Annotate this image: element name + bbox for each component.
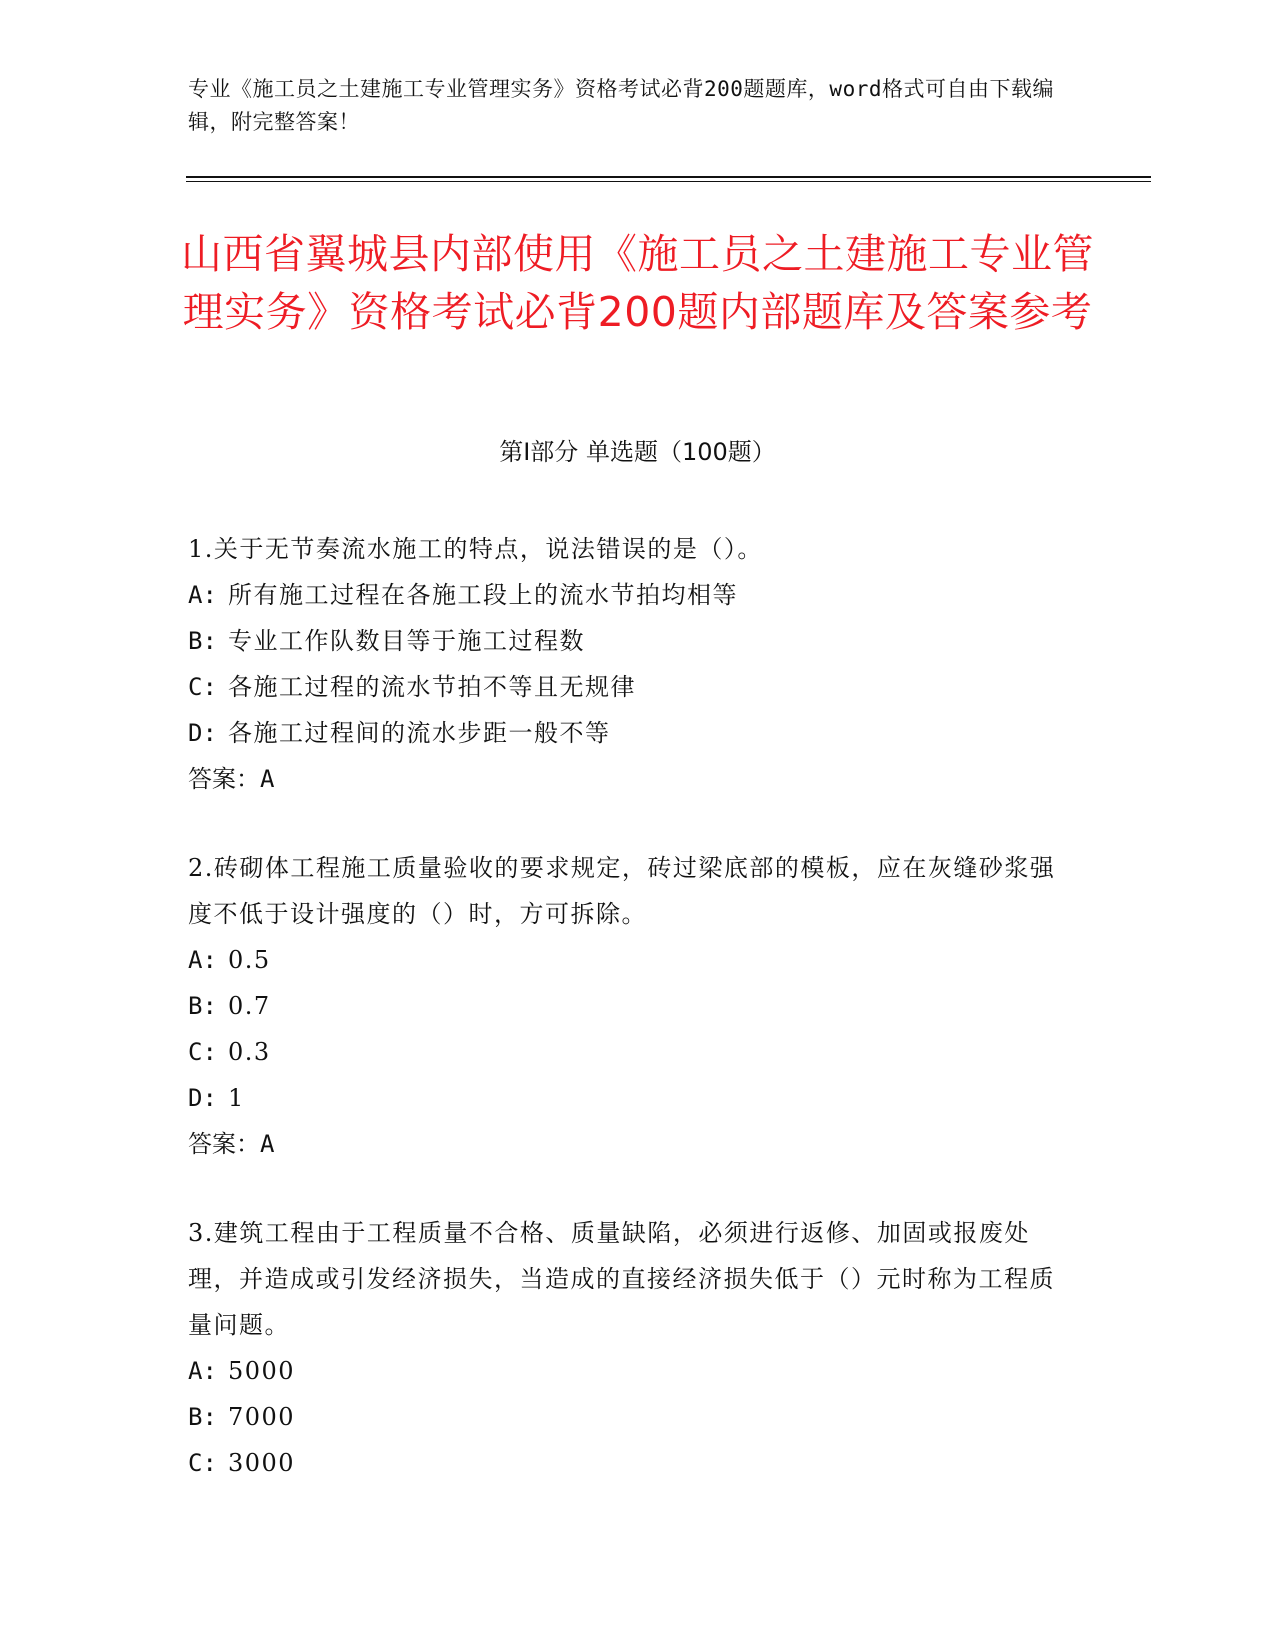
header-note: 专业《施工员之土建施工专业管理实务》资格考试必背200题题库，word格式可自由下载编辑，附完整答案！ [188, 77, 1054, 134]
option-c [188, 664, 1068, 710]
option-a [188, 1348, 1068, 1394]
option-text: 0.7 [228, 992, 271, 1020]
option-b [188, 618, 1068, 664]
option-b [188, 1394, 1068, 1440]
option-text: 7000 [228, 1403, 296, 1431]
option-d [188, 710, 1068, 756]
answer-line [188, 756, 1068, 802]
option-key: B: [188, 1403, 217, 1431]
option-key: A: [188, 581, 217, 609]
option-text: 1 [228, 1084, 245, 1112]
answer-label: 答案： [188, 1130, 260, 1158]
option-c [188, 1440, 1068, 1486]
answer-label: 答案： [188, 765, 260, 793]
answer-value: A [260, 1130, 275, 1158]
question-3 [188, 1210, 1068, 1486]
question-1 [188, 526, 1068, 802]
option-a [188, 937, 1068, 983]
question-stem: 3.建筑工程由于工程质量不合格、质量缺陷，必须进行返修、加固或报废处理，并造成或引发经济损失，当造成的直接经济损失低于（）元时称为工程质量问题。 [188, 1219, 1055, 1339]
option-key: A: [188, 1357, 217, 1385]
option-c [188, 1029, 1068, 1075]
option-text: 5000 [228, 1357, 296, 1385]
option-key: B: [188, 992, 217, 1020]
question-list [188, 526, 1068, 1529]
option-key: C: [188, 1038, 217, 1066]
answer-line [188, 1121, 1068, 1167]
header-divider-thick [186, 176, 1151, 178]
document-title: 山西省翼城县内部使用《施工员之土建施工专业管理实务》资格考试必背200题内部题库及答案参考 [181, 230, 1094, 336]
question-stem: 1.关于无节奏流水施工的特点，说法错误的是（）。 [188, 535, 763, 563]
option-b [188, 983, 1068, 1029]
header-divider-thin [186, 181, 1151, 182]
section-title: 第I部分 单选题（100题） [499, 438, 776, 466]
option-key: C: [188, 1449, 217, 1477]
option-text: 0.5 [228, 946, 271, 974]
option-key: D: [188, 719, 217, 747]
option-text: 所有施工过程在各施工段上的流水节拍均相等 [228, 581, 738, 609]
option-d [188, 1075, 1068, 1121]
option-a [188, 572, 1068, 618]
option-text: 专业工作队数目等于施工过程数 [228, 627, 585, 655]
answer-value: A [260, 765, 275, 793]
option-key: B: [188, 627, 217, 655]
option-key: A: [188, 946, 217, 974]
option-key: C: [188, 673, 217, 701]
option-text: 3000 [228, 1449, 296, 1477]
option-text: 各施工过程的流水节拍不等且无规律 [228, 673, 636, 701]
option-key: D: [188, 1084, 217, 1112]
question-2 [188, 845, 1068, 1167]
question-stem: 2.砖砌体工程施工质量验收的要求规定，砖过梁底部的模板，应在灰缝砂浆强度不低于设计强度的（）时，方可拆除。 [188, 854, 1056, 928]
option-text: 0.3 [228, 1038, 271, 1066]
option-text: 各施工过程间的流水步距一般不等 [228, 719, 611, 747]
